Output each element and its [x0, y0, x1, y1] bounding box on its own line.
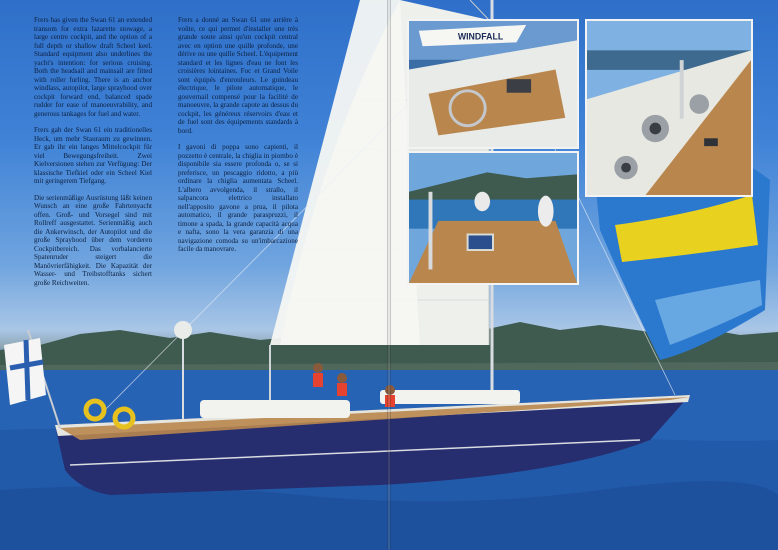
text-english: Frers has given the Swan 61 an extended transom for extra lazarette stowage, a large centre cockpit, and the option of a full depth or shallow draft Scheel keel. Standard equipment also underlines the yacht's intention: for serious cruising. Both the headsail and mainsail are fitted with roller furling. There is an anchor windlass, autopilot, large sprayhood over cockpit forward end, balanced spade rudder for ease of manoeuvrability, and generous tankages for fuel and water. [34, 16, 152, 118]
text-column-french-italian [178, 16, 298, 262]
inset-photo-foredeck [407, 151, 579, 285]
inset-photo-winches [585, 19, 753, 197]
left-page [0, 0, 388, 550]
text-german: Frers gab der Swan 61 ein traditionelles Heck, um mehr Stauraum zu gewinnen. Er gab ihr ein langes Mittelcockpit für viel Bewegungsfreiheit. Zwei Kielversionen stehen zur Verfügung: Der klassische Tiefkiel oder ein Scheel Kiel mit geringerem Tiefgang. [34, 126, 152, 185]
text-column-english-german [34, 16, 152, 295]
right-page [390, 0, 778, 550]
text-french: Frers a donné au Swan 61 une arrière à voûte, ce qui permet d'installer une très grande soute ainsi qu'un cockpit central avec en option une quille profonde, une dérive ou une quille Scheel. L'équipement standard et les lignes d'eau ne font les croisières lointaines. Foc et Grand Voile sont équipés d'enrouleurs. Le guindeau électrique, le pilote automatique, le gouvernail compensé pour la facilité de manoeuvre, la grande capote au dessus du cockpit, les généreux réservoirs d'eau et de fuel sont des équipements standards à bord. [178, 16, 298, 135]
inset-photo-cockpit [407, 19, 579, 149]
inset-photo-boat-name: WINDFALL [457, 31, 504, 42]
text-italian: I gavoni di poppa sono capienti, il pozzetto è centrale, la chiglia in piombo è disponibile sia essere profonda o, se si preferisce, un pescaggio ridotto, a più ordinare la chiglia aumentata Scheel. L'albero avvolgenda, il strallo, il salpancora elettrico installato nell'apposito gavone a prua, il pilota automatico, il grande paraspruzzi, il timone a spada, la grande capacità acqua e nafta, sono la vera garanzia di una navigazione comoda su un'imbarcazione facile da manovrare. [178, 143, 298, 253]
text-german-2: Die serienmäßige Ausrüstung läßt keinen Wunsch an eine große Fahrtenyacht offen. Groß- und Vorsegel sind mit Rollreff ausgestattet. Serienmäßig auch die Ankerwinsch, der Autopilot und die große Sprayhood über dem vorderen Cockpitbereich. Das vorbalancierte Spatenruder steigert die Manövrierfähigkeit. Die Kapazität der Wasser- und Treibstofftanks sichert große Reichweiten. [34, 193, 152, 287]
